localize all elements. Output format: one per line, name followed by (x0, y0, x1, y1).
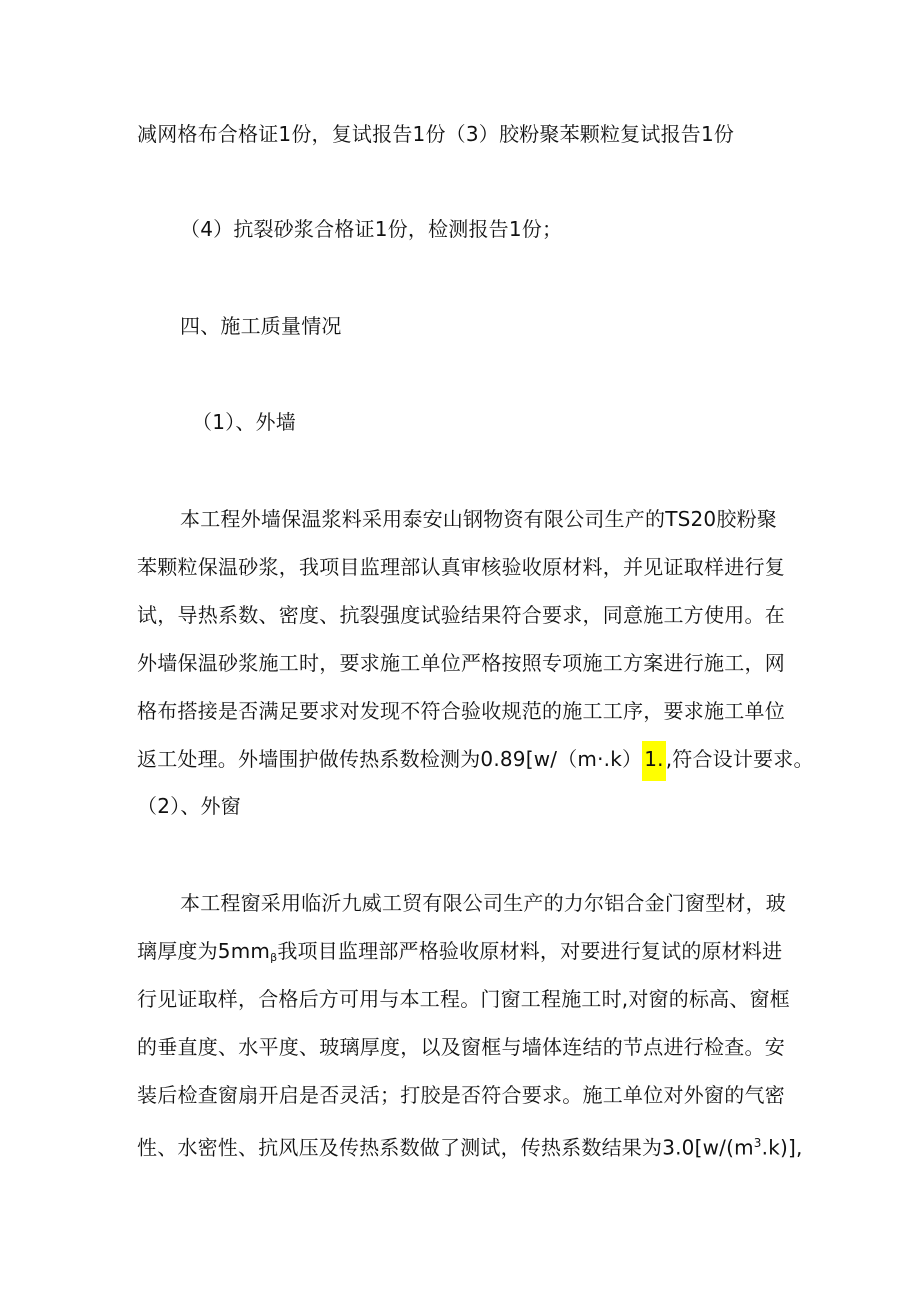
para2-line-2 (137, 937, 782, 972)
para1-line-6 (137, 745, 814, 773)
para2-line-6-superscript: 3 (753, 1136, 762, 1150)
highlighted-value: 1. (642, 741, 665, 781)
para2-line-6-text-b: .k)], (761, 1135, 803, 1160)
para1-line-4: 外墙保温砂浆施工时，要求施工单位严格按照专项施工方案进行施工，网 (137, 651, 785, 675)
para2-line-2-subscript: β (270, 951, 278, 964)
section-heading-4: 四、施工质量情况 (180, 314, 342, 338)
para2-line-2-text-a: 璃厚度为5mm (137, 939, 271, 963)
materials-line-2: （4）抗裂砂浆合格证1份，检测报告1份； (180, 217, 563, 241)
subsection-heading-exterior-wall: （1）、外墙 (192, 410, 296, 434)
para2-line-1: 本工程窗采用临沂九威工贸有限公司生产的力尔铝合金门窗型材，玻 (180, 891, 786, 915)
para2-line-4: 的垂直度、水平度、玻璃厚度，以及窗框与墙体连结的节点进行检查。安 (137, 1035, 785, 1059)
para2-line-2-text-b: 我项目监理部严格验收原材料，对要进行复试的原材料进 (277, 939, 783, 963)
subsection-heading-exterior-window: （2）、外窗 (137, 794, 241, 818)
materials-line-1: 减网格布合格证1份，复试报告1份（3）胶粉聚苯颗粒复试报告1份 (137, 122, 735, 146)
para1-line-6-text-a: 返工处理。外墙围护做传热系数检测为0.89[w/（m·.k） (137, 747, 643, 771)
para1-line-2: 苯颗粒保温砂浆，我项目监理部认真审核验收原材料，并见证取样进行复 (137, 555, 785, 579)
para1-line-3: 试，导热系数、密度、抗裂强度试验结果符合要求，同意施工方使用。在 (137, 603, 785, 627)
para1-line-6-text-b: ,符合设计要求。 (665, 747, 814, 771)
para2-line-6-text-a: 性、水密性、抗风压及传热系数做了测试，传热系数结果为3.0[w/(m (137, 1135, 754, 1160)
para2-line-3: 行见证取样，合格后方可用与本工程。门窗工程施工时,对窗的标高、窗框 (137, 987, 790, 1011)
para1-line-1: 本工程外墙保温浆料采用泰安山钢物资有限公司生产的TS20胶粉聚 (180, 507, 777, 531)
para2-line-5: 装后检查窗扇开启是否灵活；打胶是否符合要求。施工单位对外窗的气密 (137, 1083, 785, 1107)
para2-line-6 (137, 1129, 803, 1162)
para1-line-5: 格布搭接是否满足要求对发现不符合验收规范的施工工序，要求施工单位 (137, 699, 785, 723)
